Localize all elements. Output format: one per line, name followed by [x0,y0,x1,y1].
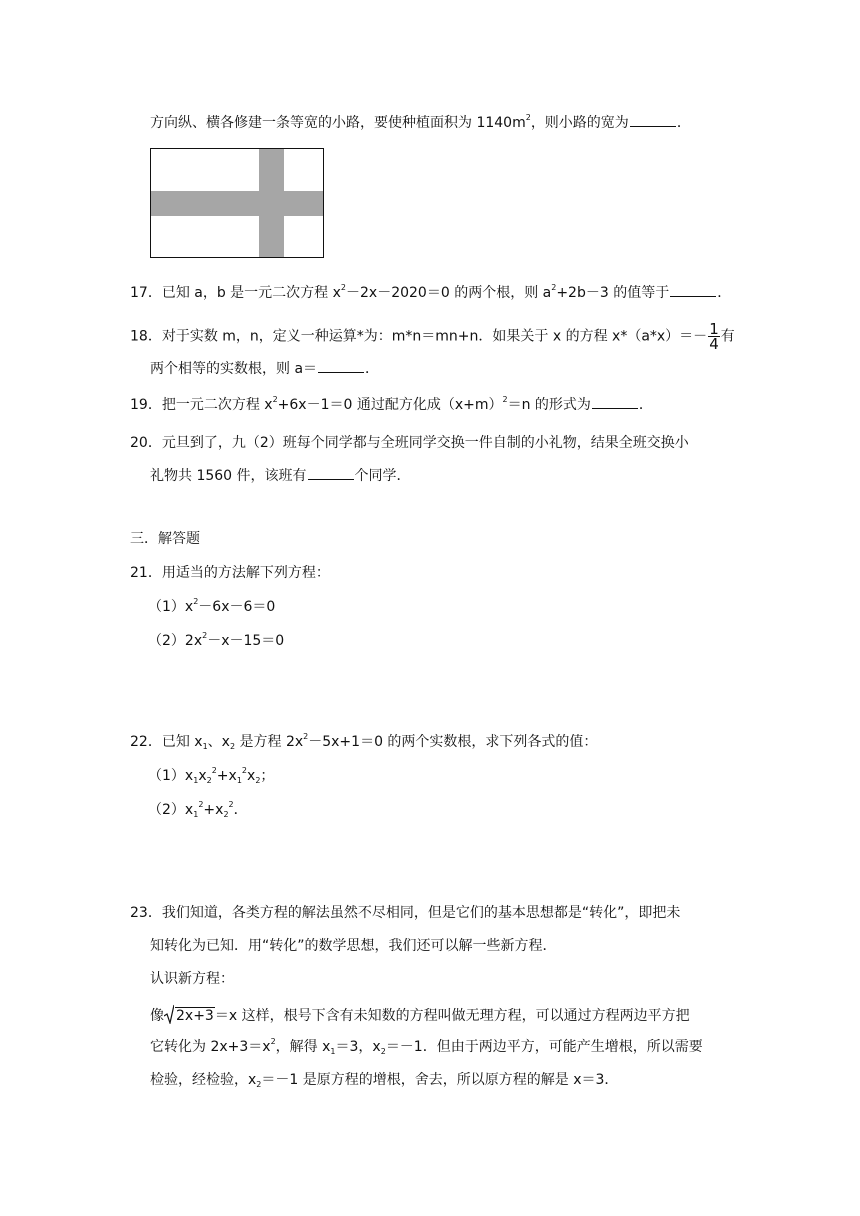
unit: m [512,115,526,131]
exp-2: 2 [211,766,217,775]
q22-part-1 [148,767,274,785]
q17-exp-1: 2 [340,283,347,292]
q16-text: 方向纵、横各修建一条等宽的小路，要使种植面积为 1140 [150,115,513,131]
q21-p1-exp: 2 [193,597,199,606]
var-x: x [247,768,256,784]
var-x: x [215,802,224,818]
q23-line-4 [150,1004,690,1025]
q21-p2-rest: －x－15＝0 [207,633,285,649]
field-diagram [150,148,324,258]
q17-text-3: +2b－3 的值等于 [556,285,670,301]
q17-text-1: 17．已知 a，b 是一元二次方程 x [130,285,341,301]
fraction-denominator: 4 [709,335,719,353]
sub-2: 2 [223,810,229,819]
q21-p2-text: （2）2x [148,633,203,649]
q22-sub-1: 1 [202,742,208,751]
answer-blank [318,360,364,373]
q22-sub-2: 2 [229,742,236,751]
q23-sub-1: 1 [330,1047,336,1056]
q20-text-2: 个同学． [354,468,411,484]
q18-text-2: 有 [720,328,735,345]
q23-line-1: 23．我们知道，各类方程的解法虽然不尽相同，但是它们的基本思想都是“转化”，即把未 [130,905,681,921]
q16-end: ． [676,115,691,131]
q23-text-7: 检验，经检验，x [150,1072,257,1088]
q22-p1-label: （1） [148,768,185,784]
horizontal-road [151,191,323,216]
q16-tail-line [150,114,691,132]
answer-blank [670,284,716,297]
q21-p2-exp: 2 [202,631,208,640]
q23-text-8: ＝－1 是原方程的增根，舍去，所以原方程的解是 x＝3． [261,1072,619,1088]
q22-p2-label: （2） [148,802,185,818]
q23-text-5: ＝3，x [335,1039,381,1055]
var-x: x [198,768,207,784]
exp-2: 2 [198,800,204,809]
q19-exp-1: 2 [272,395,278,404]
q23-line-3: 认识新方程： [150,971,234,987]
q22-text-1: 22．已知 x [130,734,203,750]
q19-exp-2: 2 [502,395,508,404]
q17-line [130,284,731,302]
q21-p1-text: （1）x [148,599,194,615]
q22-text-3: 是方程 2x [235,734,304,750]
q19-text-3: ＝n 的形式为 [507,397,591,413]
q21-stem: 21．用适当的方法解下列方程： [130,565,330,581]
q19-text-2: +6x－1＝0 通过配方化成（x+m） [277,397,503,413]
q19-end: ． [638,397,653,413]
q17-text-2: －2x－2020＝0 的两个根，则 a [346,285,552,301]
sub-1: 1 [193,810,199,819]
sub-1: 1 [236,776,242,785]
plus-sign: + [203,802,216,818]
q16-text-2: ，则小路的宽为 [530,115,629,131]
answer-blank [630,114,676,127]
q23-sub-3: 2 [256,1080,262,1089]
q22-p2-tail: ． [233,802,248,818]
sub-2: 2 [206,776,212,785]
q20-text-1: 礼物共 1560 件，该班有 [150,468,307,484]
var-x: x [228,768,237,784]
radicand: 2x+3 [176,1008,214,1024]
q23-text-4: ，解得 x [275,1039,331,1055]
q20-line-1: 20．元旦到了，九（2）班每个同学都与全班同学交换一件自制的小礼物，结果全班交换小 [130,435,689,451]
plus-sign: + [216,768,229,784]
q23-line-6 [150,1071,618,1089]
q23-text-1: 像 [150,1008,164,1024]
q18-text-1: 18．对于实数 m，n，定义一种运算*为：m*n＝mn+n．如果关于 x 的方程 x*（a*x）＝－ [130,328,708,345]
var-x: x [184,802,194,818]
sub-2: 2 [255,776,261,785]
q23-exp: 2 [270,1037,276,1046]
fraction-numerator: 1 [709,320,719,338]
q23-line-5 [150,1038,703,1056]
vertical-road [259,149,284,257]
section-title: 三．解答题 [130,531,200,547]
exp-2: 2 [241,766,248,775]
q18-line-2 [150,360,379,378]
q23-sub-2: 2 [380,1047,386,1056]
q22-text-2: 、x [207,734,230,750]
q21-p1-rest: －6x－6＝0 [198,599,276,615]
exp-2: 2 [228,800,234,809]
var-x: x [184,768,194,784]
q18-line-1 [130,322,735,351]
q22-exp: 2 [303,732,309,741]
q17-exp-2: 2 [551,283,557,292]
q22-p1-tail: ； [260,768,275,784]
q21-part-2 [148,632,284,650]
answer-blank [308,467,354,480]
q22-text-4: －5x+1＝0 的两个实数根，求下列各式的值： [308,734,598,750]
q23-text-6: ＝－1．但由于两边平方，可能产生增根，所以需要 [385,1039,703,1055]
q23-text-2: ＝x 这样，根号下含有未知数的方程叫做无理方程，可以通过方程两边平方把 [214,1008,690,1024]
q19-text-1: 19．把一元二次方程 x [130,397,273,413]
q23-text-3: 它转化为 2x+3＝x [150,1039,271,1055]
q17-end: ． [717,285,732,301]
q19-line [130,396,653,414]
q18-end: ． [365,361,380,377]
square-root-icon [164,1004,174,1024]
q22-part-2 [148,801,248,819]
q18-text-3: 两个相等的实数根，则 a＝ [150,361,318,377]
unit-exponent: 2 [525,113,531,122]
q22-stem [130,733,597,751]
q20-line-2 [150,467,411,485]
answer-blank [592,396,638,409]
sub-1: 1 [193,776,199,785]
fraction [708,322,720,351]
q21-part-1 [148,598,275,616]
q23-line-2: 知转化为已知．用“转化”的数学思想，我们还可以解一些新方程． [150,938,557,954]
